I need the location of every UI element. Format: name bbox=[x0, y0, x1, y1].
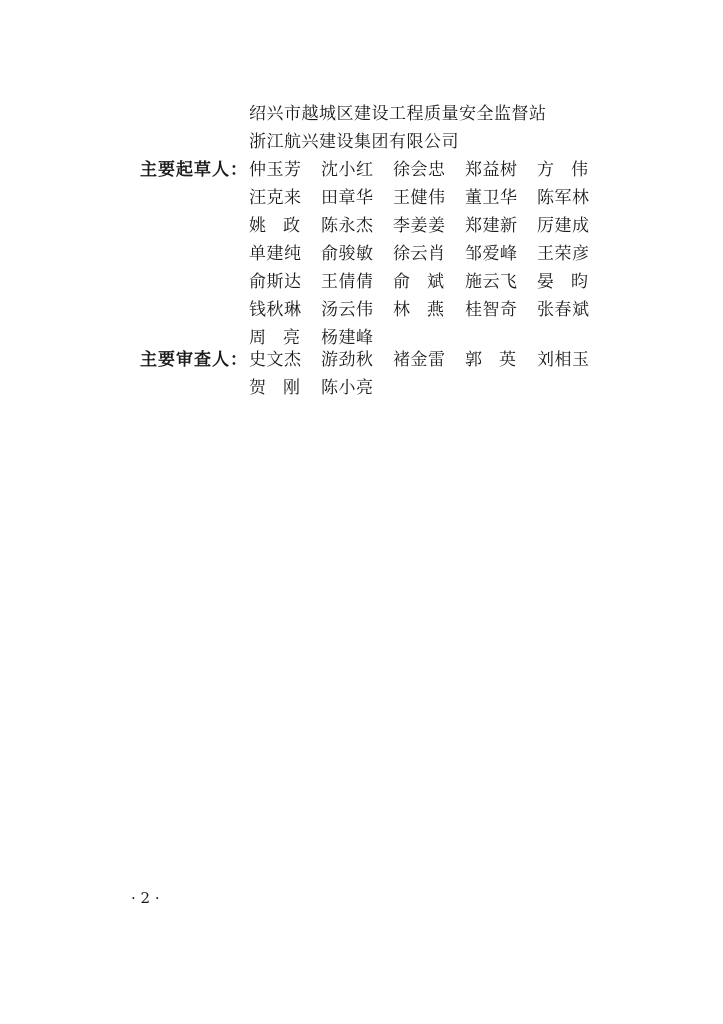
person-name: 施云飞 bbox=[465, 272, 518, 292]
person-name: 周 亮 bbox=[249, 328, 300, 348]
person-name: 晏 昀 bbox=[537, 272, 588, 292]
person-name: 游劲秋 bbox=[321, 350, 374, 370]
person-name: 贺 刚 bbox=[249, 378, 300, 398]
name-row bbox=[249, 350, 609, 378]
person-name: 俞 斌 bbox=[393, 272, 444, 292]
person-name: 林 燕 bbox=[393, 300, 444, 320]
name-row bbox=[249, 244, 609, 272]
person-name: 陈小亮 bbox=[321, 378, 374, 398]
person-name: 刘相玉 bbox=[537, 350, 590, 370]
drafters-label: 主要起草人： bbox=[140, 160, 248, 180]
person-name: 钱秋琳 bbox=[249, 300, 302, 320]
person-name: 褚金雷 bbox=[393, 350, 446, 370]
name-row bbox=[249, 300, 609, 328]
person-name: 厉建成 bbox=[537, 216, 590, 236]
person-name: 汪克来 bbox=[249, 188, 302, 208]
name-row bbox=[249, 378, 609, 406]
person-name: 田章华 bbox=[321, 188, 374, 208]
organization-line: 浙江航兴建设集团有限公司 bbox=[249, 132, 459, 152]
organization-line: 绍兴市越城区建设工程质量安全监督站 bbox=[249, 104, 547, 124]
person-name: 史文杰 bbox=[249, 350, 302, 370]
person-name: 杨建峰 bbox=[321, 328, 374, 348]
person-name: 邹爱峰 bbox=[465, 244, 518, 264]
person-name: 徐云肖 bbox=[393, 244, 446, 264]
person-name: 单建纯 bbox=[249, 244, 302, 264]
person-name: 王倩倩 bbox=[321, 272, 374, 292]
person-name: 方 伟 bbox=[537, 160, 588, 180]
person-name: 王荣彦 bbox=[537, 244, 590, 264]
person-name: 董卫华 bbox=[465, 188, 518, 208]
person-name: 郭 英 bbox=[465, 350, 516, 370]
drafters-name-list bbox=[249, 160, 609, 356]
name-row bbox=[249, 216, 609, 244]
person-name: 李姜姜 bbox=[393, 216, 446, 236]
reviewers-label: 主要审查人： bbox=[140, 350, 248, 370]
person-name: 张春斌 bbox=[537, 300, 590, 320]
person-name: 姚 政 bbox=[249, 216, 300, 236]
person-name: 俞斯达 bbox=[249, 272, 302, 292]
person-name: 王健伟 bbox=[393, 188, 446, 208]
person-name: 沈小红 bbox=[321, 160, 374, 180]
person-name: 郑益树 bbox=[465, 160, 518, 180]
person-name: 汤云伟 bbox=[321, 300, 374, 320]
reviewers-name-list bbox=[249, 350, 609, 406]
person-name: 仲玉芳 bbox=[249, 160, 302, 180]
name-row bbox=[249, 188, 609, 216]
page-number: · 2 · bbox=[131, 889, 160, 907]
person-name: 陈军林 bbox=[537, 188, 590, 208]
person-name: 徐会忠 bbox=[393, 160, 446, 180]
person-name: 陈永杰 bbox=[321, 216, 374, 236]
person-name: 桂智奇 bbox=[465, 300, 518, 320]
name-row bbox=[249, 272, 609, 300]
person-name: 郑建新 bbox=[465, 216, 518, 236]
name-row bbox=[249, 160, 609, 188]
person-name: 俞骏敏 bbox=[321, 244, 374, 264]
